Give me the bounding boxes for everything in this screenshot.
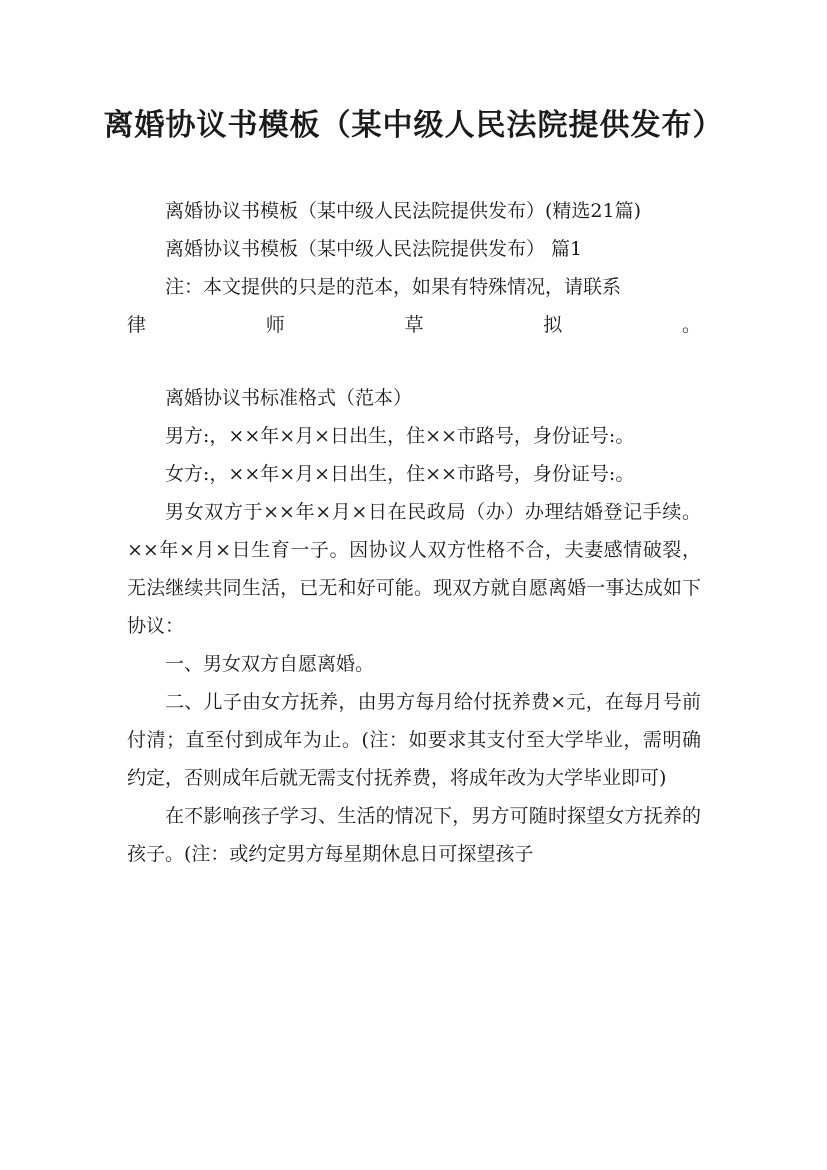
spread-char: 拟 [543, 314, 563, 336]
spread-char: 师 [265, 314, 285, 336]
paragraph-section-heading: 离婚协议书模板（某中级人民法院提供发布） 篇1 [165, 238, 583, 260]
spread-char: 律 [127, 314, 147, 336]
paragraph-clause-2: 二、儿子由女方抚养，由男方每月给付抚养费×元，在每月号前付清；直至付到成年为止。(注：如要求其支付至大学毕业，需明确约定，否则成年后就无需支付抚养费，将成年改为大学毕业即可) [127, 691, 701, 789]
paragraph-note-continued [127, 306, 701, 344]
paragraph-visitation: 在不影响孩子学习、生活的情况下，男方可随时探望女方抚养的孩子。(注：或约定男方每星期休息日可探望孩子 [127, 805, 701, 865]
document-body [127, 192, 701, 873]
paragraph-wife: 女方:，××年×月×日出生，住××市路号，身份证号:。 [165, 463, 635, 485]
paragraph-subtitle: 离婚协议书模板（某中级人民法院提供发布）(精选21篇) [165, 200, 642, 222]
paragraph-template-heading: 离婚协议书标准格式（范本） [165, 387, 413, 409]
paragraph-marriage: 男女双方于××年×月×日在民政局（办）办理结婚登记手续。××年×月×日生育一子。因协议人双方性格不合，夫妻感情破裂，无法继续共同生活，已无和好可能。现双方就自愿离婚一事达成如下协议： [127, 501, 701, 637]
paragraph-husband: 男方:，××年×月×日出生，住××市路号，身份证号:。 [165, 425, 635, 447]
spread-char: 。 [681, 314, 701, 336]
document-title: 离婚协议书模板（某中级人民法院提供发布） [103, 108, 724, 143]
paragraph-note: 注：本文提供的只是的范本，如果有特殊情况，请联系 [165, 276, 622, 298]
paragraph-clause-1: 一、男女双方自愿离婚。 [165, 653, 375, 675]
spread-char: 草 [404, 314, 424, 336]
